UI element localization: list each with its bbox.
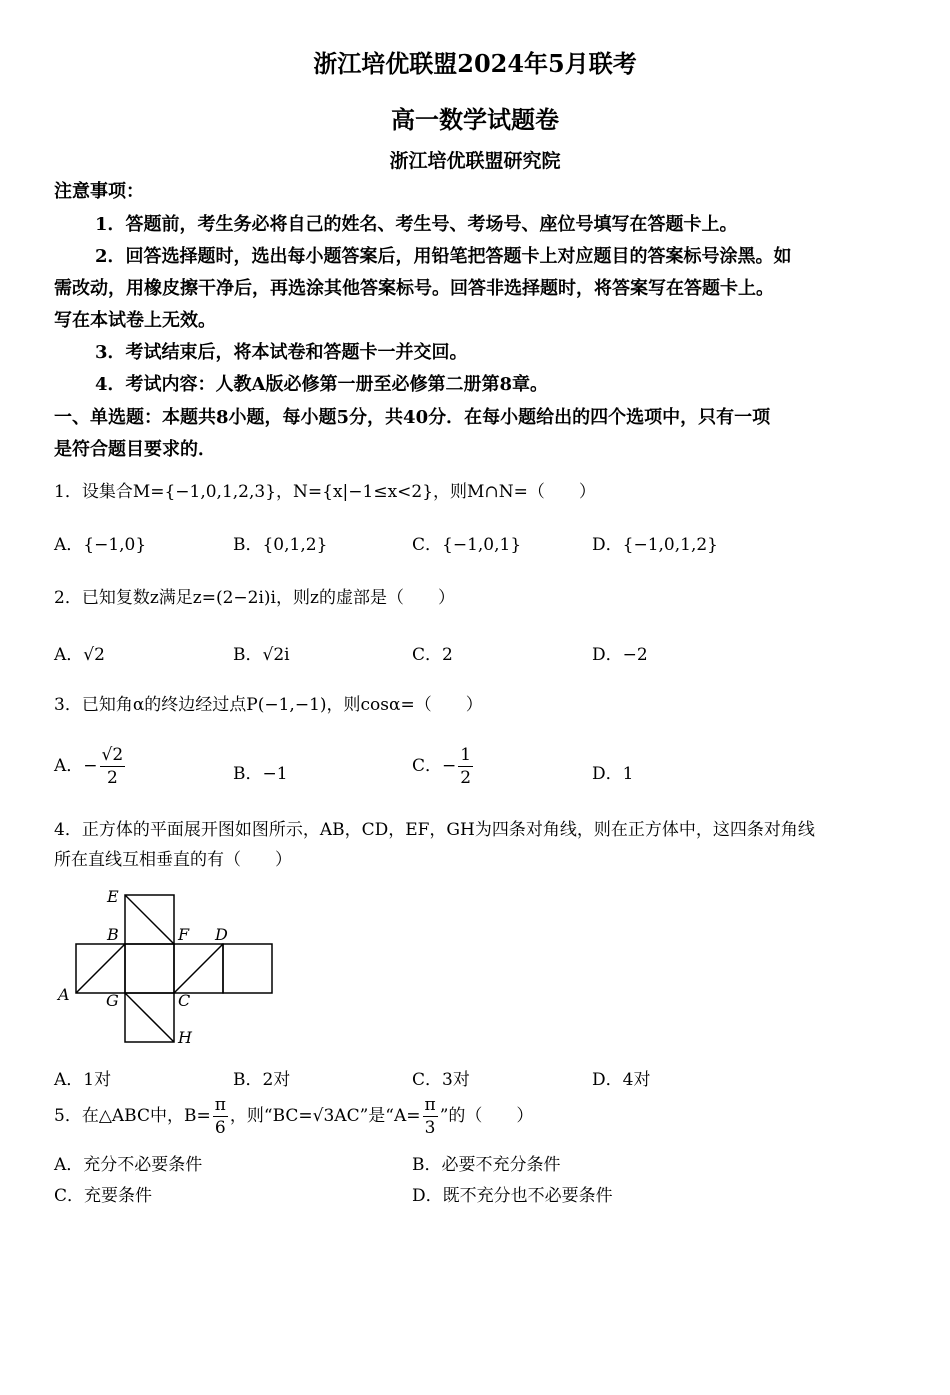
q3-option-a-prefix: A．−: [54, 756, 98, 776]
q5-stem-part3: ”的（ ）: [439, 1106, 534, 1126]
label-a: A: [58, 985, 70, 1004]
q4-option-b: B．2对: [233, 1070, 291, 1090]
question-4-stem: 4．正方体的平面展开图如图所示，AB，CD，EF，GH为四条对角线，则在正方体中，这四条对角线: [54, 820, 815, 840]
notes-heading: 注意事项：: [54, 181, 144, 202]
q3-option-c-denominator: 2: [460, 768, 472, 788]
question-2-stem: 2．已知复数z满足z=(2−2i)i，则z的虚部是（ ）: [54, 588, 455, 608]
q3-option-c-prefix: C．−: [412, 756, 457, 776]
q1-option-c: C．{−1,0,1}: [412, 535, 522, 555]
section-1-heading-cont: 是符合题目要求的．: [54, 439, 216, 460]
q2-option-b: B．√2i: [233, 645, 290, 665]
q4-option-c: C．3对: [412, 1070, 470, 1090]
q5-fraction-b-numerator: π: [214, 1095, 226, 1115]
note-2-cont: 需改动，用橡皮擦干净后，再选涂其他答案标号。回答非选择题时，将答案写在答题卡上。: [54, 278, 774, 299]
note-3: 3．考试结束后，将本试卷和答题卡一并交回。: [95, 342, 468, 363]
exam-title: 浙江培优联盟2024年5月联考: [313, 49, 637, 78]
q1-option-a: A．{−1,0}: [54, 535, 147, 555]
q3-option-a-fraction: [100, 744, 126, 789]
question-5-stem: [54, 1094, 533, 1139]
cube-net-figure: [50, 880, 290, 1055]
q5-fraction-b: [213, 1094, 228, 1139]
q5-fraction-a-numerator: π: [424, 1095, 436, 1115]
label-d: D: [215, 925, 228, 944]
label-h: H: [178, 1028, 192, 1047]
exam-subtitle: 高一数学试题卷: [391, 105, 559, 134]
exam-institute: 浙江培优联盟研究院: [389, 150, 561, 172]
q5-option-c: C．充要条件: [54, 1186, 153, 1206]
q2-option-a: A．√2: [54, 645, 105, 665]
label-b: B: [107, 925, 119, 944]
q5-option-b: B．必要不充分条件: [412, 1155, 561, 1175]
q1-option-b: B．{0,1,2}: [233, 535, 328, 555]
q5-stem-part2: ，则“BC=√3AC”是“A=: [229, 1106, 421, 1126]
label-e: E: [107, 887, 119, 906]
section-1-heading: 一、单选题：本题共8小题，每小题5分，共40分．在每小题给出的四个选项中，只有一项: [54, 407, 771, 428]
label-f: F: [178, 925, 190, 944]
q5-fraction-a: [423, 1094, 438, 1139]
question-3-stem: 3．已知角α的终边经过点P(−1,−1)，则cosα=（ ）: [54, 695, 483, 715]
q3-option-c-fraction: [458, 744, 473, 789]
label-c: C: [178, 991, 191, 1010]
q3-option-b: B．−1: [233, 764, 288, 784]
q5-fraction-a-denominator: 3: [424, 1118, 436, 1138]
q2-option-d: D．−2: [592, 645, 648, 665]
q1-option-d: D．{−1,0,1,2}: [592, 535, 718, 555]
q3-option-c-numerator: 1: [460, 745, 472, 765]
question-1-stem: 1．设集合M={−1,0,1,2,3}，N={x|−1≤x<2}，则M∩N=（ ）: [54, 482, 596, 502]
q5-option-a: A．充分不必要条件: [54, 1155, 203, 1175]
q3-option-a-numerator: √2: [101, 745, 124, 765]
label-g: G: [106, 991, 119, 1010]
q3-option-a: [54, 744, 127, 789]
cube-net-lines: [76, 895, 272, 1042]
question-4-stem-cont: 所在直线互相垂直的有（ ）: [54, 850, 292, 870]
q2-option-c: C．2: [412, 645, 453, 665]
q5-fraction-b-denominator: 6: [214, 1118, 226, 1138]
q3-option-d: D．1: [592, 764, 634, 784]
q4-option-d: D．4对: [592, 1070, 651, 1090]
note-1: 1．答题前，考生务必将自己的姓名、考生号、考场号、座位号填写在答题卡上。: [95, 214, 738, 235]
q3-option-c: [412, 744, 475, 789]
q5-stem-part1: 5．在△ABC中，B=: [54, 1106, 211, 1126]
q4-option-a: A．1对: [54, 1070, 112, 1090]
q5-option-d: D．既不充分也不必要条件: [412, 1186, 613, 1206]
q3-option-a-denominator: 2: [106, 768, 118, 788]
note-2: 2．回答选择题时，选出每小题答案后，用铅笔把答题卡上对应题目的答案标号涂黑。如: [95, 246, 792, 267]
note-4: 4．考试内容：人教A版必修第一册至必修第二册第8章。: [95, 374, 549, 395]
note-2-end: 写在本试卷上无效。: [54, 310, 216, 331]
